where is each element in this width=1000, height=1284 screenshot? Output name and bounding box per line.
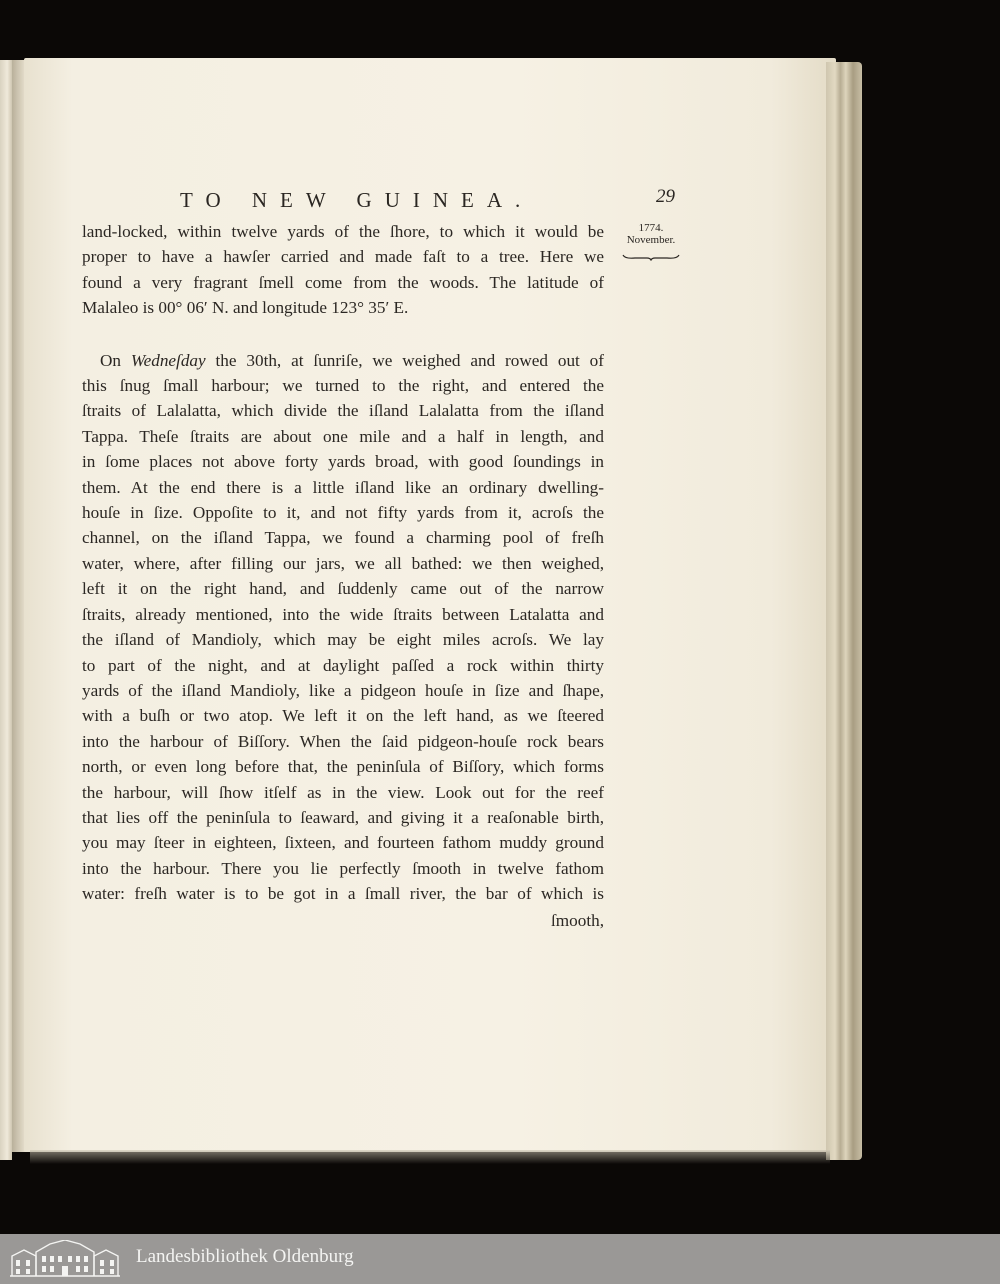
text-line: yards of the iſland Mandioly, like a pidgeon houſe in ſize and ſhape, xyxy=(82,680,604,700)
margin-note xyxy=(620,222,682,266)
text-line: north, or even long before that, the peninſula of Biſſory, which forms xyxy=(82,757,604,777)
text-line: Malaleo is 00° 06′ N. and longitude 123° 35′ E. xyxy=(82,298,409,318)
page-shadow xyxy=(30,1150,830,1164)
text-line: Tappa. Theſe ſtraits are about one mile and a half in length, and xyxy=(82,426,604,446)
text-line: water: freſh water is to be got in a ſmall river, the bar of which is xyxy=(82,884,604,904)
text-line: you may ſteer in eighteen, ſixteen, and fourteen fathom muddy ground xyxy=(82,833,604,853)
margin-note-year: 1774. xyxy=(638,222,664,234)
body-text xyxy=(82,219,604,933)
page-fore-edge xyxy=(826,62,862,1160)
text-line: water, where, after filling our jars, we all bathed: we then weighed, xyxy=(82,553,604,573)
text-line: to part of the night, and at daylight paſſed a rock within thirty xyxy=(82,655,604,675)
text-line: land-locked, within twelve yards of the ſhore, to which it would be xyxy=(82,222,604,241)
text-line: into the harbour. There you lie perfectly ſmooth in twelve fathom xyxy=(82,858,604,878)
text-line: with a buſh or two atop. We left it on the left hand, as we ſteered xyxy=(82,706,604,726)
text-line: in ſome places not above forty yards broad, with good ſoundings in xyxy=(82,452,604,472)
running-header: TO NEW GUINEA. xyxy=(180,188,534,212)
text-line: the harbour, will ſhow itſelf as in the view. Look out for the reef xyxy=(82,782,604,802)
italic-day: Wedneſday xyxy=(130,350,206,370)
footer-label: Landesbibliothek Oldenburg xyxy=(136,1246,354,1267)
page-number: 29 xyxy=(656,186,675,207)
footer-bar xyxy=(0,1234,1000,1284)
text-line: proper to have a hawſer carried and made faſt to a tree. Here we xyxy=(82,247,604,267)
text-line: found a very fragrant ſmell come from the woods. The latitude of xyxy=(82,272,604,292)
library-building-icon xyxy=(10,1240,120,1278)
text-line: ſtraits of Lalalatta, which divide the iſland Lalalatta from the iſland xyxy=(82,401,604,421)
text-line: ſtraits, already mentioned, into the wide ſtraits between Latalatta and xyxy=(82,604,604,624)
text-line: into the harbour of Biſſory. When the ſaid pidgeon-houſe rock bears xyxy=(82,731,604,751)
text-line: channel, on the iſland Tappa, we found a charming pool of freſh xyxy=(82,528,604,548)
margin-note-month: November. xyxy=(626,234,676,246)
previous-page-edge xyxy=(0,60,12,1160)
text-line: houſe in ſize. Oppoſite to it, and not fifty yards from it, acroſs the xyxy=(82,503,604,523)
text-line: this ſnug ſmall harbour; we turned to the right, and entered the xyxy=(82,376,604,396)
text-fragment: the 30th, at ſunriſe, we weighed and rowed out of xyxy=(205,350,604,370)
text-line: that lies off the peninſula to ſeaward, and giving it a reaſonable birth, xyxy=(82,807,604,827)
text-line: the iſland of Mandioly, which may be eight miles acroſs. We lay xyxy=(82,630,604,650)
text-fragment: On xyxy=(100,350,131,370)
text-line: them. At the end there is a little iſland like an ordinary dwelling- xyxy=(82,477,604,497)
text-line: left it on the right hand, and ſuddenly came out of the narrow xyxy=(82,579,604,599)
text-line xyxy=(82,348,604,373)
brace-icon xyxy=(620,248,682,266)
catchword: ſmooth, xyxy=(551,910,604,930)
